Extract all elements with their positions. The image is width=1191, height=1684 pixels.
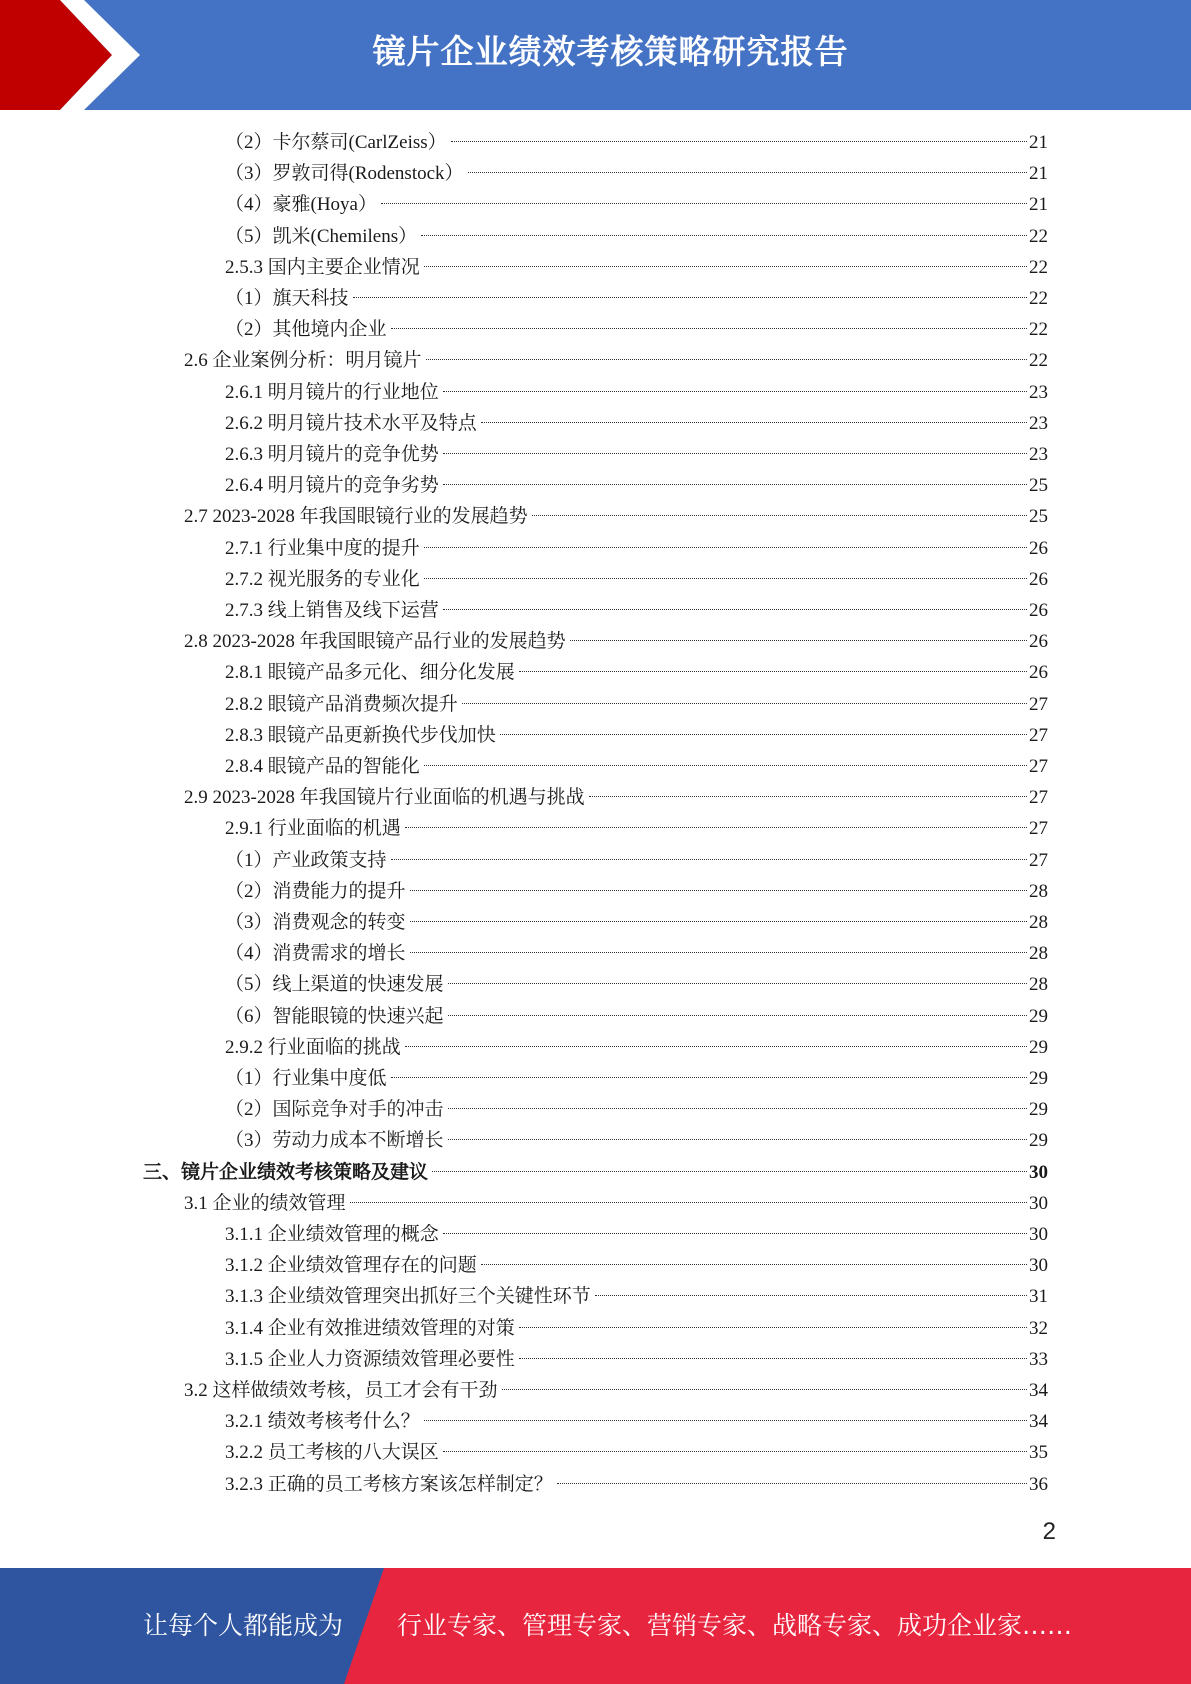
page-header [0,0,1191,110]
toc-entry[interactable] [0,533,1191,564]
toc-entry[interactable] [0,1344,1191,1375]
toc-entry[interactable] [0,377,1191,408]
toc-entry[interactable] [0,938,1191,969]
toc-dot-leader [519,671,1027,672]
toc-entry-title: （3）劳动力成本不断增长 [225,1130,444,1152]
toc-entry-page: 27 [1029,724,1048,746]
toc-entry[interactable] [0,1219,1191,1250]
toc-entry-page: 26 [1029,662,1048,684]
toc-entry-title: 3.2 这样做绩效考核，员工才会有干劲 [184,1380,498,1401]
toc-entry-title: 2.8.4 眼镜产品的智能化 [225,756,420,777]
toc-dot-leader [502,1389,1027,1390]
toc-entry-page: 30 [1029,1255,1048,1277]
toc-entry-title: 2.6.4 明月镜片的竞争劣势 [225,475,439,497]
toc-entry[interactable] [0,345,1191,376]
toc-entry-title: 3.1.4 企业有效推进绩效管理的对策 [225,1317,515,1339]
toc-entry[interactable] [0,626,1191,657]
toc-entry-title: （2）其他境内企业 [225,319,387,341]
toc-dot-leader [468,172,1027,173]
toc-dot-leader [381,203,1027,204]
toc-dot-leader [353,297,1027,298]
toc-entry-title: 2.7.2 视光服务的专业化 [225,568,420,590]
toc-entry[interactable] [0,439,1191,470]
toc-entry-title: （6）智能眼镜的快速兴起 [225,1005,444,1027]
toc-entry-page: 28 [1029,880,1048,902]
toc-dot-leader [410,890,1027,891]
toc-dot-leader [443,391,1027,392]
toc-entry-page: 32 [1029,1317,1048,1339]
toc-entry-title: 2.7.1 行业集中度的提升 [225,537,420,559]
toc-entry[interactable] [0,1469,1191,1500]
toc-entry-title: 3.2.2 员工考核的八大误区 [225,1442,439,1464]
toc-entry-title: （1）旗天科技 [225,288,349,309]
toc-entry[interactable] [0,1375,1191,1406]
toc-entry[interactable] [0,782,1191,813]
toc-dot-leader [443,609,1027,610]
toc-entry[interactable] [0,470,1191,501]
toc-entry[interactable] [0,813,1191,844]
toc-entry[interactable] [0,1094,1191,1125]
toc-entry-page: 29 [1029,1099,1048,1121]
toc-entry-title: （3）消费观念的转变 [225,912,406,933]
toc-entry-page: 21 [1029,132,1048,153]
toc-entry-title: 2.6.1 明月镜片的行业地位 [225,381,439,403]
toc-entry[interactable] [0,1063,1191,1094]
toc-entry-title: （2）国际竞争对手的冲击 [225,1099,444,1121]
footer-slogan-left: 让每个人都能成为 [143,1611,344,1640]
toc-entry[interactable] [0,501,1191,532]
toc-entry-title: 2.7.3 线上销售及线下运营 [225,600,439,621]
toc-entry-title: 2.5.3 国内主要企业情况 [225,256,420,278]
toc-entry-title: 2.9.2 行业面临的挑战 [225,1036,401,1058]
toc-entry[interactable] [0,689,1191,720]
toc-dot-leader [557,1483,1027,1484]
toc-entry[interactable] [0,1406,1191,1437]
toc-entry-page: 26 [1029,537,1048,559]
toc-entry-page: 27 [1029,756,1048,777]
toc-dot-leader [443,484,1027,485]
toc-entry-title: 2.8.1 眼镜产品多元化、细分化发展 [225,662,515,684]
toc-entry-page: 25 [1029,475,1048,497]
toc-entry-page: 30 [1029,1224,1048,1245]
toc-dot-leader [519,1358,1027,1359]
toc-entry-page: 29 [1029,1005,1048,1027]
toc-entry-page: 23 [1029,381,1048,403]
toc-dot-leader [448,1015,1027,1016]
toc-entry-page: 21 [1029,194,1048,216]
toc-entry-page: 23 [1029,412,1048,434]
toc-dot-leader [405,827,1027,828]
toc-entry-title: （2）消费能力的提升 [225,880,406,902]
toc-entry-page: 22 [1029,288,1048,309]
toc-entry[interactable] [0,969,1191,1000]
toc-entry[interactable] [0,564,1191,595]
toc-entry[interactable] [0,1125,1191,1156]
toc-dot-leader [421,235,1027,236]
toc-entry-title: 2.6.2 明月镜片技术水平及特点 [225,412,477,434]
toc-entry[interactable] [0,1281,1191,1312]
toc-entry[interactable] [0,158,1191,189]
toc-entry-title: 3.1 企业的绩效管理 [184,1192,346,1214]
toc-entry-page: 22 [1029,319,1048,341]
toc-entry-page: 35 [1029,1442,1048,1464]
toc-dot-leader [589,796,1027,797]
toc-dot-leader [443,1233,1027,1234]
toc-dot-leader [424,578,1027,579]
toc-entry-page: 36 [1029,1473,1048,1495]
toc-dot-leader [481,1264,1027,1265]
toc-entry-page: 27 [1029,787,1048,809]
toc-entry-page: 22 [1029,350,1048,372]
toc-entry-page: 29 [1029,1036,1048,1058]
toc-entry-page: 27 [1029,849,1048,871]
toc-entry[interactable] [0,876,1191,907]
toc-entry-title: （4）消费需求的增长 [225,943,406,965]
toc-entry-title: 2.8.2 眼镜产品消费频次提升 [225,693,458,715]
toc-dot-leader [350,1202,1027,1203]
toc-dot-leader [451,141,1027,142]
toc-entry[interactable] [0,595,1191,626]
toc-entry[interactable] [0,127,1191,158]
toc-entry-page: 29 [1029,1130,1048,1152]
toc-dot-leader [432,1171,1027,1172]
toc-entry-page: 33 [1029,1348,1048,1370]
toc-entry-page: 28 [1029,943,1048,965]
toc-entry-title: （5）线上渠道的快速发展 [225,974,444,996]
toc-entry-page: 21 [1029,163,1048,185]
toc-entry-page: 26 [1029,600,1048,621]
toc-entry-page: 34 [1029,1380,1048,1401]
toc-entry-page: 29 [1029,1068,1048,1089]
toc-entry[interactable] [0,1250,1191,1281]
toc-entry-page: 25 [1029,506,1048,528]
toc-entry-page: 26 [1029,568,1048,590]
toc-entry[interactable] [0,657,1191,688]
toc-dot-leader [532,515,1027,516]
toc-entry[interactable] [0,1001,1191,1032]
toc-dot-leader [424,1420,1027,1421]
toc-entry[interactable] [0,751,1191,782]
toc-entry[interactable] [0,283,1191,314]
toc-entry[interactable] [0,1157,1191,1188]
toc-dot-leader [570,640,1027,641]
toc-entry[interactable] [0,1188,1191,1219]
toc-entry[interactable] [0,189,1191,220]
toc-entry-title: 三、镜片企业绩效考核策略及建议 [143,1161,429,1183]
toc-entry[interactable] [0,1313,1191,1344]
toc-entry-page: 26 [1029,631,1048,653]
toc-dot-leader [443,1451,1027,1452]
toc-dot-leader [595,1295,1027,1296]
toc-entry-title: （3）罗敦司得(Rodenstock） [225,163,464,185]
toc-entry[interactable] [0,845,1191,876]
toc-entry-title: 3.1.2 企业绩效管理存在的问题 [225,1255,477,1277]
toc-entry-page: 28 [1029,912,1048,933]
toc-entry[interactable] [0,252,1191,283]
toc-entry-title: 3.1.5 企业人力资源绩效管理必要性 [225,1348,515,1370]
toc-entry-title: 3.1.1 企业绩效管理的概念 [225,1224,439,1245]
toc-entry[interactable] [0,314,1191,345]
toc-entry-title: 2.8.3 眼镜产品更新换代步伐加快 [225,724,496,746]
toc-entry-page: 27 [1029,693,1048,715]
toc-dot-leader [391,328,1027,329]
footer-slogan-right: 行业专家、管理专家、营销专家、战略专家、成功企业家…… [397,1611,1073,1640]
toc-dot-leader [410,952,1027,953]
toc-entry-title: 3.1.3 企业绩效管理突出抓好三个关键性环节 [225,1286,591,1308]
toc-dot-leader [424,266,1027,267]
toc-entry-title: 2.6 企业案例分析：明月镜片 [184,350,422,372]
toc-dot-leader [410,921,1027,922]
toc-entry-page: 22 [1029,256,1048,278]
toc-dot-leader [462,703,1027,704]
page-footer [0,1568,1191,1684]
toc-entry[interactable] [0,1032,1191,1063]
toc-dot-leader [481,422,1027,423]
toc-entry-page: 34 [1029,1411,1048,1433]
toc-entry-page: 30 [1029,1161,1048,1183]
toc-entry-title: （4）豪雅(Hoya） [225,194,377,216]
toc-entry-page: 27 [1029,818,1048,840]
toc-dot-leader [405,1046,1027,1047]
toc-entry[interactable] [0,1437,1191,1468]
toc-dot-leader [424,765,1027,766]
page-number: 2 [1042,1518,1056,1545]
toc-entry-page: 31 [1029,1286,1048,1308]
toc-entry[interactable] [0,221,1191,252]
toc-entry-page: 23 [1029,444,1048,465]
toc-entry-title: 2.6.3 明月镜片的竞争优势 [225,444,439,465]
toc-entry-title: 3.2.3 正确的员工考核方案该怎样制定？ [225,1473,553,1495]
toc-entry-title: （1）行业集中度低 [225,1068,387,1089]
toc-dot-leader [391,1077,1027,1078]
toc-entry-title: 2.9 2023-2028 年我国镜片行业面临的机遇与挑战 [184,787,585,809]
toc-entry-title: 2.9.1 行业面临的机遇 [225,818,401,840]
toc-dot-leader [443,453,1027,454]
toc-entry-title: 2.8 2023-2028 年我国眼镜产品行业的发展趋势 [184,631,566,653]
toc-dot-leader [448,983,1027,984]
toc-entry[interactable] [0,720,1191,751]
toc-dot-leader [519,1327,1027,1328]
toc-dot-leader [500,734,1027,735]
report-title: 镜片企业绩效考核策略研究报告 [372,32,849,71]
toc-entry-title: 2.7 2023-2028 年我国眼镜行业的发展趋势 [184,506,528,528]
toc-entry[interactable] [0,907,1191,938]
toc-dot-leader [391,859,1027,860]
toc-entry-title: 3.2.1 绩效考核考什么？ [225,1411,420,1433]
toc-entry-title: （2）卡尔蔡司(CarlZeiss） [225,132,447,153]
toc-entry-title: （5）凯米(Chemilens） [225,225,418,247]
toc-entry-page: 22 [1029,225,1048,247]
toc-dot-leader [424,547,1027,548]
toc-entry-page: 30 [1029,1192,1048,1214]
toc-entry-title: （1）产业政策支持 [225,849,387,871]
toc-dot-leader [448,1108,1027,1109]
toc-dot-leader [426,359,1027,360]
toc-dot-leader [448,1139,1027,1140]
toc-entry-page: 28 [1029,974,1048,996]
toc-entry[interactable] [0,408,1191,439]
